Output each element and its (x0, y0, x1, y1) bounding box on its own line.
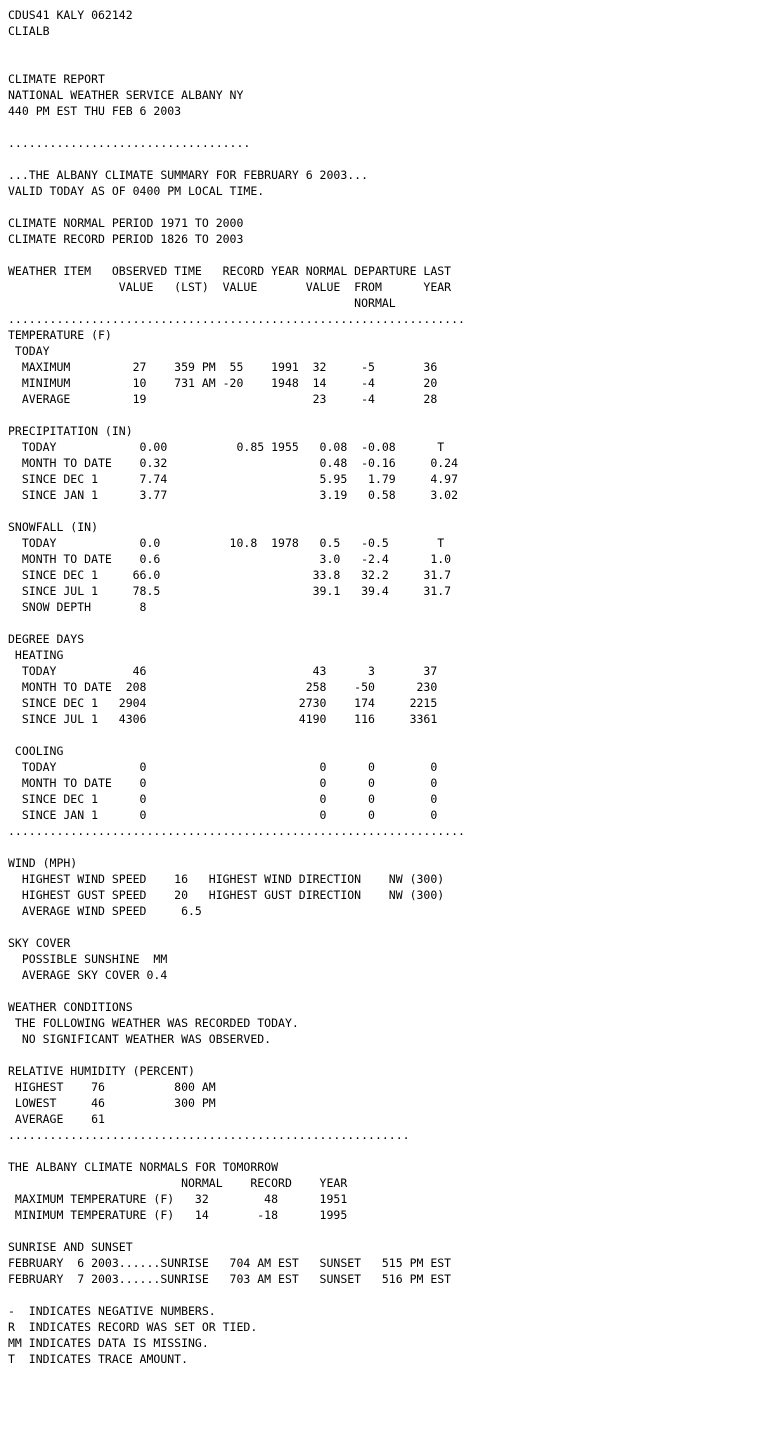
report-line (8, 503, 465, 519)
report-line: CLIALB (8, 24, 50, 38)
report-line (8, 39, 465, 55)
report-line: HIGHEST WIND SPEED 16 HIGHEST WIND DIRECTION NW (300) (8, 872, 445, 886)
report-line: TODAY 0.00 0.85 1955 0.08 -0.08 T (8, 440, 445, 454)
report-line: NORMAL RECORD YEAR (8, 1176, 348, 1190)
report-line: R INDICATES RECORD WAS SET OR TIED. (8, 1320, 258, 1334)
report-line: SINCE DEC 1 7.74 5.95 1.79 4.97 (8, 472, 459, 486)
report-line: MONTH TO DATE 0 0 0 0 (8, 776, 438, 790)
report-line (8, 247, 465, 263)
report-line: VALUE (LST) VALUE VALUE FROM YEAR (8, 280, 452, 294)
report-line: MINIMUM 10 731 AM -20 1948 14 -4 20 (8, 376, 438, 390)
report-line: HIGHEST GUST SPEED 20 HIGHEST GUST DIRECTION NW (300) (8, 888, 445, 902)
report-line: COOLING (8, 744, 64, 758)
report-line (8, 1047, 465, 1063)
report-line: CLIMATE REPORT (8, 72, 105, 86)
report-line: SINCE JAN 1 3.77 3.19 0.58 3.02 (8, 488, 459, 502)
report-line: CDUS41 KALY 062142 (8, 8, 133, 22)
report-line: SINCE JAN 1 0 0 0 0 (8, 808, 438, 822)
report-line (8, 55, 465, 71)
report-line: SINCE DEC 1 2904 2730 174 2215 (8, 696, 438, 710)
report-line: AVERAGE SKY COVER 0.4 (8, 968, 168, 982)
report-line: RELATIVE HUMIDITY (PERCENT) (8, 1064, 195, 1078)
report-line (8, 615, 465, 631)
report-line: HEATING (8, 648, 64, 662)
report-line: SINCE JUL 1 4306 4190 116 3361 (8, 712, 438, 726)
report-line: TEMPERATURE (F) (8, 328, 112, 342)
report-line: VALID TODAY AS OF 0400 PM LOCAL TIME. (8, 184, 265, 198)
report-line (8, 1143, 465, 1159)
report-line: TODAY 46 43 3 37 (8, 664, 438, 678)
report-line: FEBRUARY 6 2003......SUNRISE 704 AM EST SUNSET 515 PM EST (8, 1256, 452, 1270)
report-line: MONTH TO DATE 208 258 -50 230 (8, 680, 438, 694)
report-line: SUNRISE AND SUNSET (8, 1240, 133, 1254)
report-line: WEATHER ITEM OBSERVED TIME RECORD YEAR NORMAL DEPARTURE LAST (8, 264, 452, 278)
report-line: LOWEST 46 300 PM (8, 1096, 216, 1110)
report-line: PRECIPITATION (IN) (8, 424, 133, 438)
report-line: NO SIGNIFICANT WEATHER WAS OBSERVED. (8, 1032, 272, 1046)
report-line: T INDICATES TRACE AMOUNT. (8, 1352, 189, 1366)
report-line: HIGHEST 76 800 AM (8, 1080, 216, 1094)
report-line: MONTH TO DATE 0.6 3.0 -2.4 1.0 (8, 552, 452, 566)
report-line: .................................................................. (8, 824, 465, 838)
report-line: .......................................................... (8, 1128, 410, 1142)
report-line: AVERAGE 19 23 -4 28 (8, 392, 438, 406)
report-line: - INDICATES NEGATIVE NUMBERS. (8, 1304, 216, 1318)
report-line: WEATHER CONDITIONS (8, 1000, 133, 1014)
report-line: SINCE DEC 1 0 0 0 0 (8, 792, 438, 806)
report-line: ................................... (8, 136, 251, 150)
report-line: TODAY (8, 344, 50, 358)
report-line: TODAY 0 0 0 0 (8, 760, 438, 774)
report-line (8, 1287, 465, 1303)
report-line: MONTH TO DATE 0.32 0.48 -0.16 0.24 (8, 456, 459, 470)
report-line: SNOWFALL (IN) (8, 520, 99, 534)
report-line: MM INDICATES DATA IS MISSING. (8, 1336, 209, 1350)
report-line: NORMAL (8, 296, 396, 310)
report-line (8, 199, 465, 215)
report-line: THE ALBANY CLIMATE NORMALS FOR TOMORROW (8, 1160, 279, 1174)
report-line: AVERAGE 61 (8, 1112, 105, 1126)
report-line: CLIMATE NORMAL PERIOD 1971 TO 2000 (8, 216, 244, 230)
report-line: FEBRUARY 7 2003......SUNRISE 703 AM EST SUNSET 516 PM EST (8, 1272, 452, 1286)
climate-report-text (8, 7, 465, 1367)
report-line: SNOW DEPTH 8 (8, 600, 147, 614)
report-line: MAXIMUM TEMPERATURE (F) 32 48 1951 (8, 1192, 348, 1206)
report-line: ...THE ALBANY CLIMATE SUMMARY FOR FEBRUARY 6 2003... (8, 168, 369, 182)
report-line: CLIMATE RECORD PERIOD 1826 TO 2003 (8, 232, 244, 246)
report-line (8, 151, 465, 167)
report-line: DEGREE DAYS (8, 632, 85, 646)
report-line: SKY COVER (8, 936, 71, 950)
report-line (8, 983, 465, 999)
report-line: NATIONAL WEATHER SERVICE ALBANY NY (8, 88, 244, 102)
report-line: .................................................................. (8, 312, 465, 326)
report-line: TODAY 0.0 10.8 1978 0.5 -0.5 T (8, 536, 445, 550)
report-line: MINIMUM TEMPERATURE (F) 14 -18 1995 (8, 1208, 348, 1222)
report-line: SINCE DEC 1 66.0 33.8 32.2 31.7 (8, 568, 452, 582)
report-line (8, 407, 465, 423)
report-line: SINCE JUL 1 78.5 39.1 39.4 31.7 (8, 584, 452, 598)
report-line (8, 919, 465, 935)
report-line: MAXIMUM 27 359 PM 55 1991 32 -5 36 (8, 360, 438, 374)
report-line (8, 839, 465, 855)
report-line (8, 1223, 465, 1239)
report-line: POSSIBLE SUNSHINE MM (8, 952, 168, 966)
report-line: 440 PM EST THU FEB 6 2003 (8, 104, 182, 118)
report-line (8, 727, 465, 743)
report-line: WIND (MPH) (8, 856, 78, 870)
report-line: THE FOLLOWING WEATHER WAS RECORDED TODAY. (8, 1016, 299, 1030)
report-line: AVERAGE WIND SPEED 6.5 (8, 904, 202, 918)
report-line (8, 119, 465, 135)
